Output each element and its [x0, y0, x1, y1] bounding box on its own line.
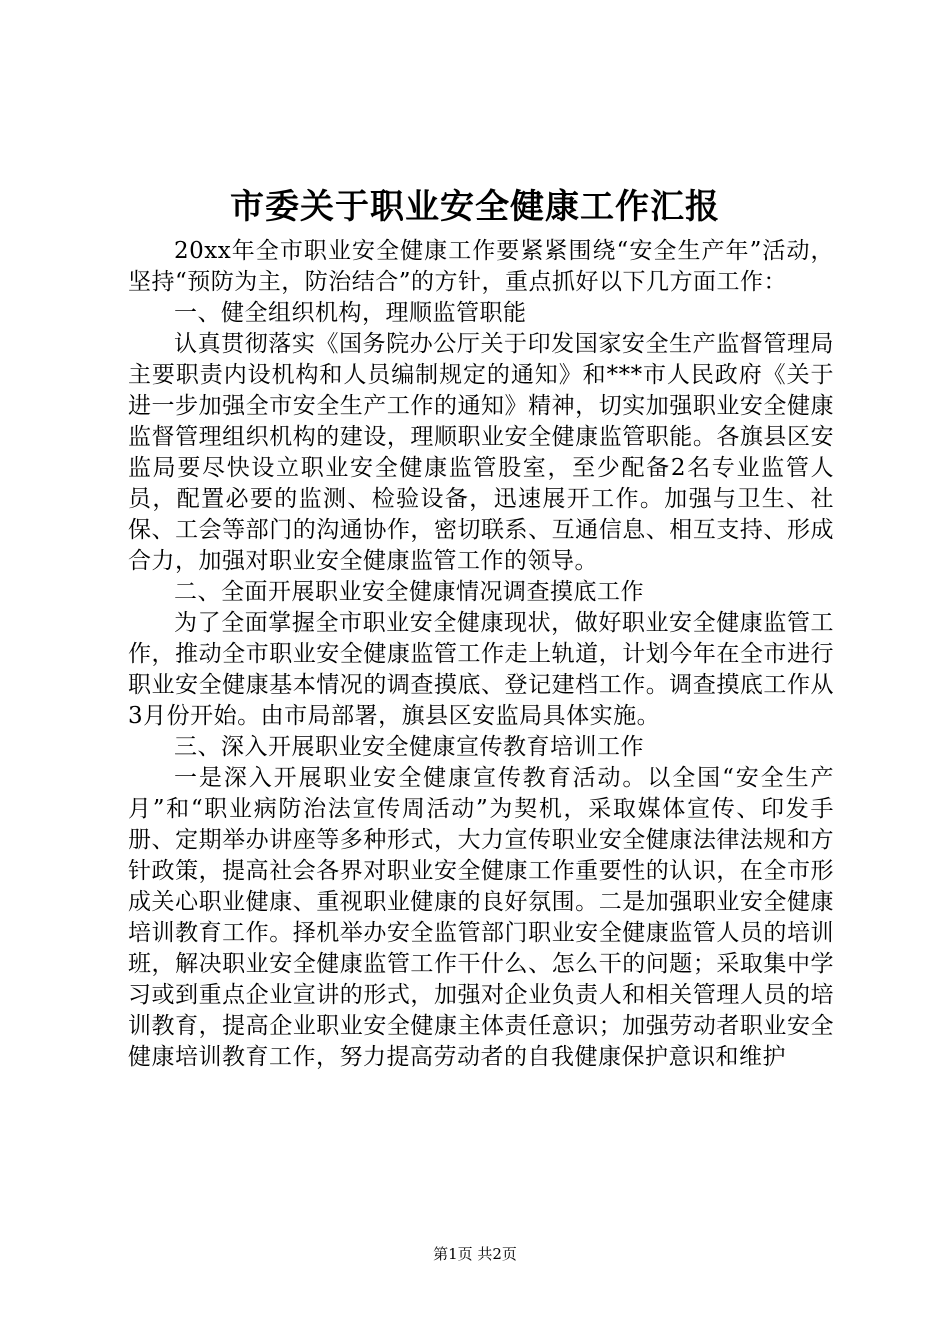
document-title: 市委关于职业安全健康工作汇报 [230, 187, 720, 227]
section-paragraph-2: 为了全面掌握全市职业安全健康现状，做好职业安全健康监管工作，推动全市职业安全健康监管工作走上轨道，计划今年在全市进行职业安全健康基本情况的调查摸底、登记建档工作。调查摸底工作从3月份开始。由市局部署，旗县区安监局具体实施。 [128, 610, 834, 729]
intro-paragraph: 20xx年全市职业安全健康工作要紧紧围绕“安全生产年”活动，坚持“预防为主，防治结合”的方针，重点抓好以下几方面工作： [128, 238, 834, 295]
section-heading-2: 二、全面开展职业安全健康情况调查摸底工作 [174, 579, 644, 605]
page-number-footer: 第1页 共2页 [433, 1245, 517, 1263]
section-paragraph-3: 一是深入开展职业安全健康宣传教育活动。以全国“安全生产月”和“职业病防治法宣传周活动”为契机，采取媒体宣传、印发手册、定期举办讲座等多种形式，大力宣传职业安全健康法律法规和方针政策，提高社会各界对职业安全健康工作重要性的认识，在全市形成关心职业健康、重视职业健康的良好氛围。二是加强职业安全健康培训教育工作。择机举办安全监管部门职业安全健康监管人员的培训班，解决职业安全健康监管工作干什么、怎么干的问题；采取集中学习或到重点企业宣讲的形式，加强对企业负责人和相关管理人员的培训教育，提高企业职业安全健康主体责任意识；加强劳动者职业安全健康培训教育工作，努力提高劳动者的自我健康保护意识和维护 [128, 765, 834, 1070]
section-heading-3: 三、深入开展职业安全健康宣传教育培训工作 [174, 734, 644, 760]
section-paragraph-1: 认真贯彻落实《国务院办公厅关于印发国家安全生产监督管理局主要职责内设机构和人员编制规定的通知》和***市人民政府《关于进一步加强全市安全生产工作的通知》精神，切实加强职业安全健康监督管理组织机构的建设，理顺职业安全健康监管职能。各旗县区安监局要尽快设立职业安全健康监管股室，至少配备2名专业监管人员，配置必要的监测、检验设备，迅速展开工作。加强与卫生、社保、工会等部门的沟通协作，密切联系、互通信息、相互支持、形成合力，加强对职业安全健康监管工作的领导。 [128, 331, 834, 574]
section-heading-1: 一、健全组织机构，理顺监管职能 [174, 300, 527, 326]
document-body [128, 236, 834, 1073]
